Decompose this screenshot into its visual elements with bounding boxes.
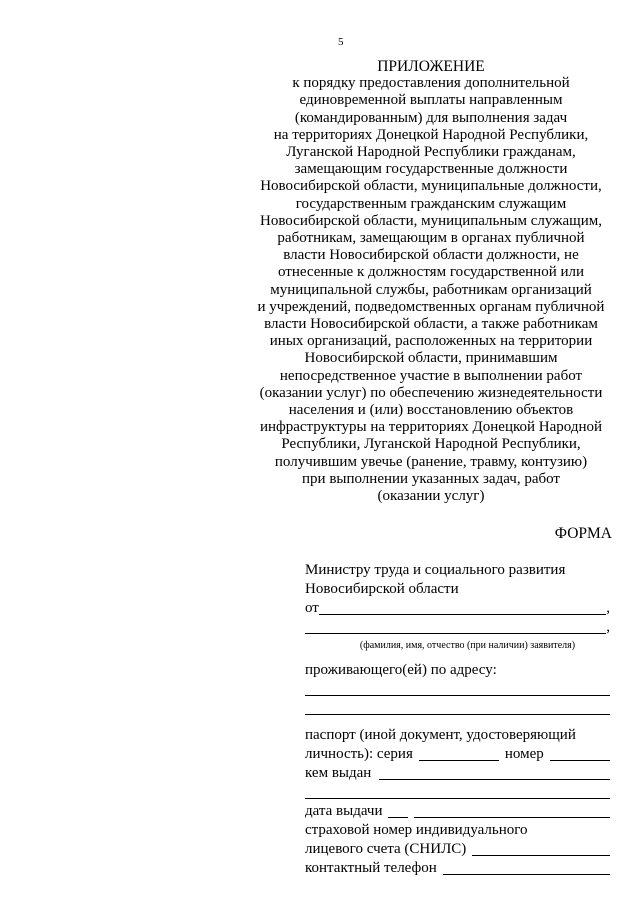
issue-date-field[interactable]: [414, 817, 610, 818]
issued-by-label: кем выдан: [305, 765, 372, 781]
name-row-2: [305, 618, 610, 637]
appendix-line: и учреждений, подведомственных органам публичной: [257, 298, 605, 315]
passport-number-field[interactable]: [550, 760, 610, 761]
appendix-line: Новосибирской области, муниципальные должности,: [260, 178, 602, 195]
issue-date-day-field[interactable]: [388, 817, 408, 818]
appendix-line: непосредственное участие в выполнении работ: [279, 367, 583, 384]
form-label: ФОРМА: [554, 525, 612, 542]
appendix-line: (оказании услуг) по обеспечению жизнедеятельности: [259, 384, 603, 401]
address-row-1: [305, 680, 610, 699]
address-row-2: [305, 699, 610, 718]
appendix-title: ПРИЛОЖЕНИЕ: [377, 58, 485, 75]
appendix-line: при выполнении указанных задач, работ: [302, 470, 560, 487]
phone-field[interactable]: [443, 874, 610, 875]
issued-by-field[interactable]: [379, 779, 610, 780]
appendix-line: на территориях Донецкой Народной Республики,: [273, 126, 589, 143]
passport-number-label: номер: [504, 746, 544, 762]
appendix-line: муниципальной службы, работникам организаций: [270, 281, 592, 298]
snils-field[interactable]: [472, 855, 610, 856]
from-label: от: [305, 600, 319, 616]
appendix-line: власти Новосибирской области должности, не: [283, 247, 579, 264]
address-label: проживающего(ей) по адресу:: [305, 662, 497, 678]
appendix-line: государственным гражданским служащим: [295, 195, 567, 212]
addressee-line-2: Новосибирской области: [305, 581, 459, 597]
addressee-line-1: Министру труда и социального развития: [305, 562, 566, 578]
snils-label: лицевого счета (СНИЛС): [305, 841, 467, 857]
appendix-line: отнесенные к должностям государственной или: [277, 264, 585, 281]
appendix-line: инфраструктуры на территориях Донецкой Народной: [259, 419, 603, 436]
issue-date-label: дата выдачи: [305, 803, 383, 819]
appendix-line: замещающим государственные должности: [294, 161, 568, 178]
comma-mark: ,: [606, 600, 610, 616]
appendix-line: власти Новосибирской области, а также работникам: [264, 316, 598, 333]
appendix-line: Республики, Луганской Народной Республики,: [281, 436, 581, 453]
appendix-line: работникам, замещающим в органах публичной: [277, 230, 585, 247]
appendix-line: населения и (или) восстановлению объектов: [288, 402, 574, 419]
appendix-line: Новосибирской области, принимавшим: [304, 350, 558, 367]
appendix-line: Луганской Народной Республики гражданам,: [286, 144, 576, 161]
appendix-line: к порядку предоставления дополнительной: [292, 75, 570, 92]
issued-by-field-2[interactable]: [305, 798, 610, 799]
applicant-name-field-2[interactable]: [305, 633, 606, 634]
passport-series-row: [305, 745, 610, 764]
appendix-line: иных организаций, расположенных на территории: [269, 333, 593, 350]
application-form: [305, 561, 610, 878]
snils-line-1: страховой номер индивидуального: [305, 822, 528, 838]
appendix-line: единовременной выплаты направленным: [299, 92, 563, 109]
appendix-line: (командированным) для выполнения задач: [294, 109, 568, 126]
comma-mark: ,: [606, 619, 610, 635]
phone-label: контактный телефон: [305, 860, 437, 876]
name-caption: (фамилия, имя, отчество (при наличии) заявителя): [359, 640, 576, 651]
appendix-line: (оказании услуг): [377, 488, 485, 505]
snils-row: [305, 840, 610, 859]
passport-line-1: паспорт (иной документ, удостоверяющий: [305, 727, 576, 743]
address-field-1[interactable]: [305, 695, 610, 696]
phone-row: [305, 859, 610, 878]
issued-by-row: [305, 764, 610, 783]
passport-series-field[interactable]: [419, 760, 499, 761]
page-number: 5: [338, 36, 344, 48]
appendix-line: получившим увечье (ранение, травму, контузию): [274, 453, 588, 470]
passport-series-label: личность): серия: [305, 746, 413, 762]
appendix-line: Новосибирской области, муниципальным служащим,: [259, 212, 602, 229]
from-row: [305, 599, 610, 618]
appendix-header: [252, 58, 610, 505]
issue-date-row: [305, 802, 610, 821]
applicant-name-field[interactable]: [319, 614, 606, 615]
issued-by-row-2: [305, 783, 610, 802]
address-field-2[interactable]: [305, 714, 610, 715]
